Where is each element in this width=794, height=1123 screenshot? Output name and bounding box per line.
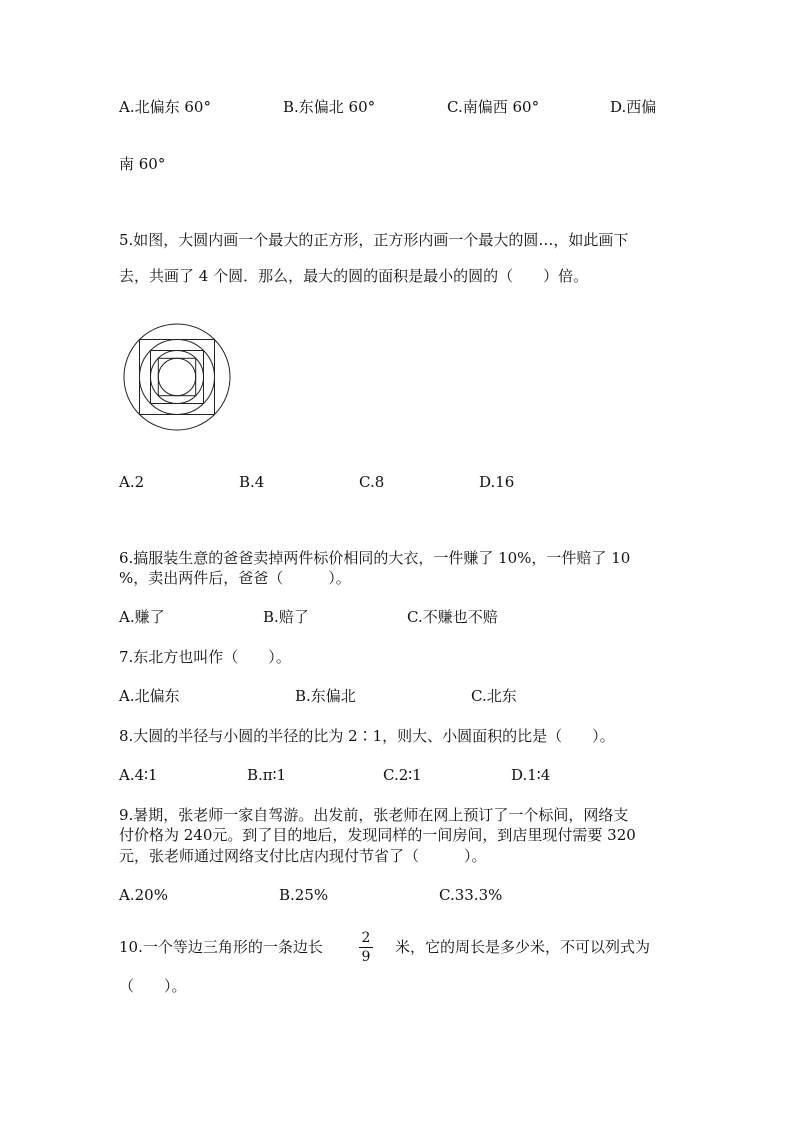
q7-option-c: C.北东 <box>471 687 517 705</box>
q8-text-line1: 8.大圆的半径与小圆的半径的比为 2∶1，则大、小圆面积的比是（ ）。 <box>119 727 615 745</box>
q4-option-b: B.东偏北 60° <box>283 98 376 116</box>
q9-text-line1: 9.暑期，张老师一家自驾游。出发前，张老师在网上预订了一个标间，网络支 <box>119 806 629 824</box>
q5-option-a: A.2 <box>119 473 145 491</box>
q5-text-line2: 去，共画了 4 个圆．那么，最大的圆的面积是最小的圆的（ ）倍。 <box>119 267 589 285</box>
q10-fraction-bar <box>359 947 373 948</box>
q5-option-b: B.4 <box>239 473 265 491</box>
q6-option-a: A.赚了 <box>119 608 165 626</box>
q4-option-c: C.南偏西 60° <box>447 98 540 116</box>
q6-text-line1: 6.搞服装生意的爸爸卖掉两件标价相同的大衣，一件赚了 10%，一件赔了 10 <box>119 549 631 567</box>
q5-text-line1: 5.如图，大圆内画一个最大的正方形，正方形内画一个最大的圆…，如此画下 <box>119 231 629 249</box>
circle-4 <box>158 358 195 395</box>
q6-text-line2: %，卖出两件后，爸爸（ ）。 <box>119 569 351 587</box>
q5-nested-circles-figure <box>122 322 232 432</box>
q9-text-line3: 元，张老师通过网络支付比店内现付节省了（ ）。 <box>119 847 487 865</box>
q8-option-a: A.4∶1 <box>119 766 158 784</box>
q10-fraction <box>359 930 373 965</box>
q9-text-line2: 付价格为 240元。到了目的地后，发现同样的一间房间，到店里现付需要 320 <box>119 826 636 844</box>
q6-option-b: B.赔了 <box>263 608 309 626</box>
q9-option-a: A.20% <box>119 886 168 904</box>
q5-option-c: C.8 <box>359 473 385 491</box>
q6-option-c: C.不赚也不赔 <box>407 608 498 626</box>
q8-option-b: B.π∶1 <box>247 766 287 784</box>
q5-option-d: D.16 <box>479 473 515 491</box>
q10-text-line2: （ ）。 <box>119 977 187 995</box>
q7-text-line1: 7.东北方也叫作（ ）。 <box>119 648 291 666</box>
q10-fraction-denominator: 9 <box>361 949 371 965</box>
q10-text-before-fraction: 10.一个等边三角形的一条边长 <box>119 938 323 956</box>
q8-option-c: C.2∶1 <box>383 766 422 784</box>
q8-option-d: D.1∶4 <box>511 766 551 784</box>
q4-option-d-continuation: 南 60° <box>119 155 166 173</box>
q4-option-d: D.西偏 <box>610 98 657 116</box>
q7-option-b: B.东偏北 <box>295 687 356 705</box>
q10-fraction-numerator: 2 <box>361 930 371 946</box>
q9-option-c: C.33.3% <box>439 886 503 904</box>
q10-text-after-fraction: 米，它的周长是多少米，不可以列式为 <box>395 938 651 956</box>
q7-option-a: A.北偏东 <box>119 687 180 705</box>
q4-option-a: A.北偏东 60° <box>119 98 211 116</box>
q9-option-b: B.25% <box>279 886 329 904</box>
